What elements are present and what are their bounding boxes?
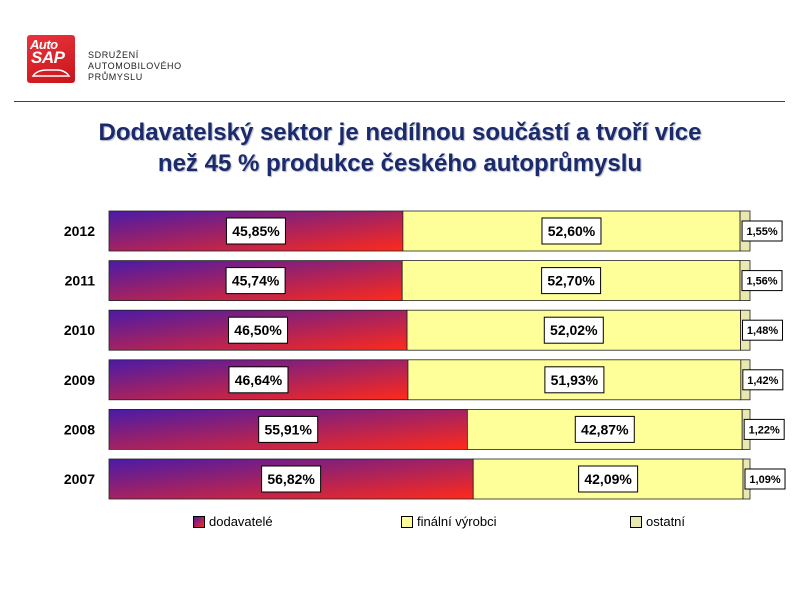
data-label: 1,42%	[747, 374, 779, 387]
y-tick-label: 2008	[63, 421, 95, 438]
legend-label: finální výrobci	[417, 514, 497, 529]
data-label: 46,50%	[234, 322, 282, 339]
data-label: 51,93%	[550, 371, 599, 388]
data-label: 42,87%	[581, 421, 629, 438]
y-tick-label: 2011	[64, 272, 95, 289]
y-tick-label: 2010	[63, 322, 95, 339]
chart-legend	[0, 514, 800, 534]
legend-label: dodavatelé	[209, 514, 273, 529]
legend-item-ostatni	[630, 514, 685, 529]
data-label: 55,91%	[264, 421, 312, 438]
data-label: 56,82%	[267, 471, 315, 487]
data-label: 1,09%	[749, 474, 781, 486]
legend-swatch	[193, 516, 205, 528]
data-label: 45,85%	[232, 223, 280, 239]
data-label: 42,09%	[584, 471, 632, 487]
legend-item-finalni-vyrobci	[401, 514, 496, 529]
data-label: 52,70%	[547, 272, 595, 289]
logo-text-auto: Auto	[30, 37, 58, 52]
y-tick-label: 2009	[63, 371, 95, 388]
legend-label: ostatní	[646, 514, 686, 529]
data-label: 1,48%	[746, 325, 779, 338]
legend-swatch	[630, 516, 642, 528]
data-label: 45,74%	[231, 272, 280, 289]
org-name-line: SDRUŽENÍ	[88, 50, 139, 60]
org-name-line: AUTOMOBILOVÉHO	[88, 61, 182, 71]
logo-text-sap: SAP	[31, 48, 65, 67]
data-label: 1,22%	[748, 424, 780, 437]
data-label: 1,56%	[746, 275, 778, 288]
legend-swatch	[401, 516, 413, 528]
org-name-line: PRŮMYSLU	[88, 72, 143, 82]
data-label: 1,55%	[746, 226, 778, 238]
data-label: 52,60%	[547, 223, 596, 239]
legend-item-dodavatele	[193, 514, 273, 529]
y-tick-label: 2007	[63, 471, 95, 487]
y-tick-label: 2012	[63, 223, 95, 239]
title-line: Dodavatelský sektor je nedílnou součástí a tvoří více	[98, 119, 702, 146]
data-label: 46,64%	[234, 371, 283, 388]
title-line: než 45 % produkce českého autoprůmyslu	[157, 150, 643, 177]
data-label: 52,02%	[550, 322, 598, 339]
